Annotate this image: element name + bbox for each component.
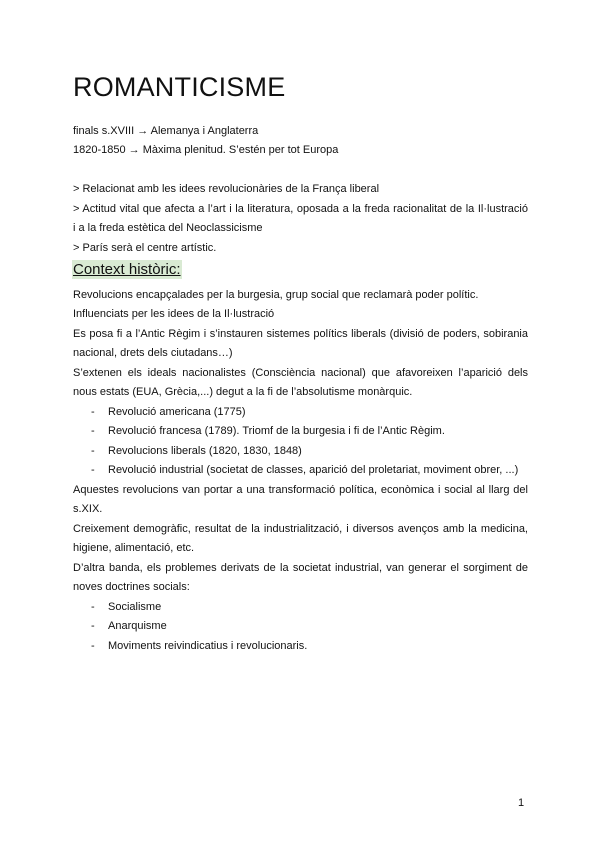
list-item [91,639,307,653]
paragraph-line: S’extenen els ideals nacionalistes (Consciència nacional) que afavoreixen l’aparició dels [73,367,528,379]
list-item [91,444,302,458]
paragraph-line: D’altra banda, els problemes derivats de la societat industrial, van generar el sorgiment de [73,562,528,574]
list-item-text: Revolució americana (1775) [108,406,246,418]
bullet-marker: - [91,640,95,652]
page-number: 1 [518,797,525,809]
bullet-marker: - [91,445,95,457]
list-item-text: Revolució francesa (1789). Triomf de la burgesia i fi de l’Antic Règim. [108,425,445,437]
bullet-marker: - [91,620,95,632]
page-title: ROMANTICISME [73,72,286,102]
paragraph-line: nacional, drets dels ciutadans…) [73,347,233,359]
list-item-text: Moviments reivindicatius i revolucionaris. [108,640,308,652]
list-item [91,463,518,477]
section-heading: Context històric: [73,261,181,278]
list-item [91,600,161,614]
paragraph-line: noves doctrines socials: [73,581,190,593]
paragraph-line: Aquestes revolucions van portar a una transformació política, econòmica i social al llarg del [73,484,528,496]
bullet-marker: - [91,425,95,437]
paragraph-line: nous estats (EUA, Grècia,...) degut a la fi de l’absolutisme monàrquic. [73,386,413,398]
bullet-marker: - [91,464,95,476]
list-item-text: Anarquisme [108,620,167,632]
point-line: i a la freda estètica del Neoclassicisme [73,222,263,234]
bullet-marker: - [91,601,95,613]
list-item-text: Revolució industrial (societat de classes, aparició del proletariat, moviment obrer, ...) [108,464,519,476]
point-line: > París serà el centre artístic. [73,242,217,254]
list-item-text: Revolucions liberals (1820, 1830, 1848) [108,445,302,457]
list-item [91,424,445,438]
list-item-text: Socialisme [108,601,162,613]
bullet-marker: - [91,406,95,418]
paragraph-line: Revolucions encapçalades per la burgesia, grup social que reclamarà poder polític. [73,289,479,301]
paragraph-line: Creixement demogràfic, resultat de la industrialització, i diversos avenços amb la medicina, [73,523,528,535]
point-line: > Relacionat amb les idees revolucionàries de la França liberal [73,183,380,195]
intro-line: 1820-1850 → Màxima plenitud. S’estén per tot Europa [73,144,339,156]
paragraph-line: higiene, alimentació, etc. [73,542,195,554]
paragraph-line: Es posa fi a l’Antic Règim i s’instauren sistemes polítics liberals (divisió de poders, sobirania [73,328,528,340]
point-line: > Actitud vital que afecta a l’art i la literatura, oposada a la freda racionalitat de la Il·lustració [73,203,528,215]
intro-line: finals s.XVIII → Alemanya i Anglaterra [73,125,259,137]
paragraph-line: s.XIX. [73,503,103,515]
list-item [91,619,167,633]
list-item [91,405,246,419]
paragraph-line: Influenciats per les idees de la Il·lustració [73,308,275,320]
